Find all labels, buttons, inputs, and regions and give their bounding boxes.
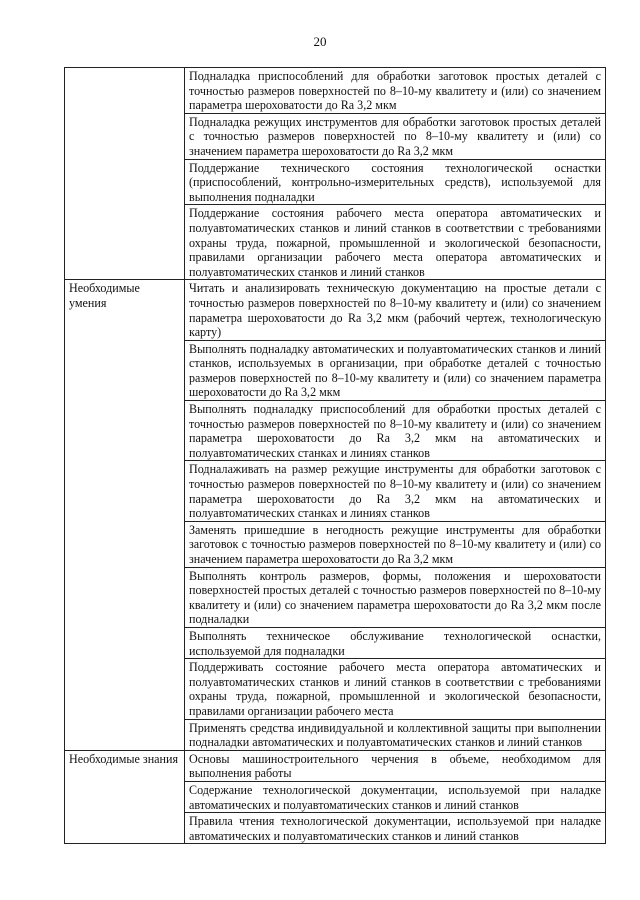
requirement-text: Выполнять подналадку автоматических и полуавтоматических станков и линий станков, используемых в организации, при обработке деталей с точностью размеров поверхностей по 8–10-му квалитету и (или) со значением параметра шероховатости до Ra 3,2 мкм xyxy=(185,340,606,400)
requirement-text: Читать и анализировать техническую документацию на простые детали с точностью размеров поверхностей по 8–10-му квалитету и (или) со значением параметра шероховатости до Ra 3,2 мкм (рабочий чертеж, технологическую карту) xyxy=(185,280,606,340)
requirement-text: Поддержание технического состояния технологической оснастки (приспособлений, контрольно-измерительных средств), используемой для выполнения подналадки xyxy=(185,159,606,205)
table-row xyxy=(65,280,606,340)
requirement-text: Подналадка режущих инструментов для обработки заготовок простых деталей с точностью размеров поверхностей по 8–10-му квалитету и (или) со значением параметра шероховатости до Ra 3,2 мкм xyxy=(185,113,606,159)
page-number: 20 xyxy=(313,34,327,49)
requirement-text: Поддерживать состояние рабочего места оператора автоматических и полуавтоматических станков и линий станков в соответствии с требованиями охраны труда, пожарной, промышленной и экологической безопасности, правилами организации рабочего места xyxy=(185,659,606,719)
section-label xyxy=(65,68,185,280)
requirement-text: Выполнять контроль размеров, формы, положения и шероховатости поверхностей простых деталей с точностью размеров поверхностей по 8–10-му квалитету и (или) со значением параметра шероховатости до Ra 3,2 мкм после подналадки xyxy=(185,567,606,627)
requirement-text: Заменять пришедшие в негодность режущие инструменты для обработки заготовок с точностью размеров поверхностей по 8–10-му квалитету и (или) со значением параметра шероховатости до Ra 3,2 мкм xyxy=(185,521,606,567)
requirement-text: Поддержание состояния рабочего места оператора автоматических и полуавтоматических станков и линий станков в соответствии с требованиями охраны труда, пожарной, промышленной и экологической безопасности, правилами организации рабочего места оператора автоматических и полуавтоматических станков и линий станков xyxy=(185,205,606,280)
requirement-text: Выполнять подналадку приспособлений для обработки простых деталей с точностью размеров поверхностей по 8–10-му квалитету и (или) со значением параметра шероховатости до Ra 3,2 мкм на автоматических и полуавтоматических станках и линиях станков xyxy=(185,401,606,461)
requirement-text: Выполнять техническое обслуживание технологической оснастки, используемой для подналадки xyxy=(185,627,606,658)
requirement-text: Правила чтения технологической документации, используемой при наладке автоматических и полуавтоматических станков и линий станков xyxy=(185,813,606,844)
table-row xyxy=(65,750,606,781)
requirement-text: Содержание технологической документации, используемой при наладке автоматических и полуавтоматических станков и линий станков xyxy=(185,781,606,812)
requirement-text: Подналаживать на размер режущие инструменты для обработки заготовок с точностью размеров поверхностей по 8–10-му квалитету и (или) со значением параметра шероховатости до Ra 3,2 мкм на автоматических и полуавтоматических станках и линиях станков xyxy=(185,461,606,521)
table-row xyxy=(65,68,606,114)
requirement-text: Применять средства индивидуальной и коллективной защиты при выполнении подналадки автоматических и полуавтоматических станков и линий станков xyxy=(185,719,606,750)
requirement-text: Основы машиностроительного черчения в объеме, необходимом для выполнения работы xyxy=(185,750,606,781)
section-label: Необходимые знания xyxy=(65,750,185,844)
section-label: Необходимые умения xyxy=(65,280,185,750)
requirement-text: Подналадка приспособлений для обработки заготовок простых деталей с точностью размеров поверхностей по 8–10-му квалитету и (или) со значением параметра шероховатости до Ra 3,2 мкм xyxy=(185,68,606,114)
requirements-table xyxy=(64,67,606,844)
